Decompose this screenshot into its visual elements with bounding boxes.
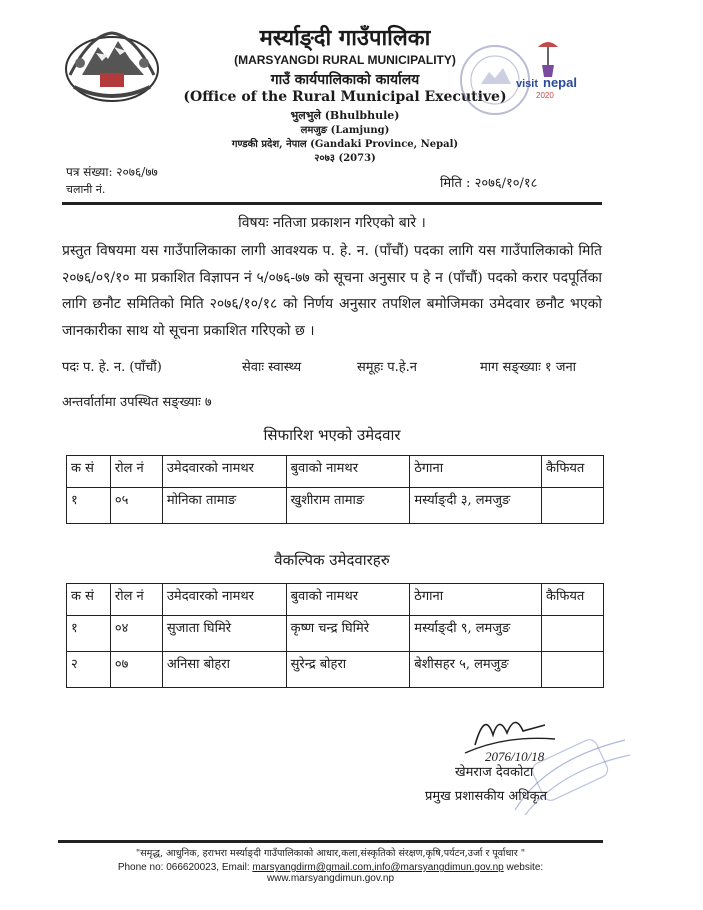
header-divider xyxy=(62,202,602,205)
table-header-row xyxy=(67,584,604,616)
col-header: ठेगाना xyxy=(410,584,542,616)
footer-phone: Phone no: 066620023, Email: xyxy=(117,862,253,873)
cell-remarks xyxy=(542,488,604,524)
col-header: क सं xyxy=(67,584,111,616)
footer-divider xyxy=(58,840,603,843)
cell-remarks xyxy=(542,652,604,688)
recommended-table xyxy=(66,455,604,524)
recommended-title: सिफारिश भएको उमेदवार xyxy=(263,426,401,444)
group-name: समूहः प.हे.न xyxy=(357,360,417,375)
table-header-row xyxy=(67,456,604,488)
dispatch-number: चलानी नं. xyxy=(66,183,106,196)
subject-line: विषयः नतिजा प्रकाशन गरिएको बारे । xyxy=(238,215,426,231)
signatory-designation: प्रमुख प्रशासकीय अधिकृत xyxy=(425,789,548,804)
cell-father: खुशीराम तामाङ xyxy=(286,488,410,524)
cell-candidate: अनिसा बोहरा xyxy=(162,652,286,688)
cell-serial: १ xyxy=(67,616,111,652)
office-name: गाउँ कार्यपालिकाको कार्यालय xyxy=(270,72,420,88)
letter-date: मिति : २०७६/१०/१८ xyxy=(440,176,538,191)
nepal-emblem-logo xyxy=(60,25,165,105)
col-header: कैफियत xyxy=(542,456,604,488)
alternates-table xyxy=(66,583,604,688)
cell-roll: ०५ xyxy=(110,488,162,524)
alternates-title: वैकल्पिक उमेदवारहरु xyxy=(274,551,390,569)
cell-address: बेशीसहर ५, लमजुङ xyxy=(410,652,542,688)
table-row xyxy=(67,616,604,652)
svg-text:2076/10/18: 2076/10/18 xyxy=(485,749,545,764)
established-year: २०७३ (2073) xyxy=(314,153,376,164)
cell-address: मर्स्याङ्दी ३, लमजुङ xyxy=(410,488,542,524)
handwritten-signature xyxy=(455,705,575,765)
notice-body: प्रस्तुत विषयमा यस गाउँपालिकाका लागी आवश्यक प. हे. न. (पाँचौं) पदका लागि यस गाउँपालिकाको मिति २०७६/०९/१० मा प्रकाशित विज्ञापन नं ५/०७६-७७ को सूचना अनुसार प हे न (पाँचौं) पदको करार पदपूर्तिका लागि छनौट समितिको मिति २०७६/१०/१८ को निर्णय अनुसार तपशिल बमोजिमका उमेदवार छनौट भएको जानकारीका साथ यो सूचना प्रकाशित गरिएको छ । xyxy=(62,243,602,339)
office-province: गण्डकी प्रदेश, नेपाल (Gandaki Province, Nepal) xyxy=(231,139,459,150)
svg-text:nepal: nepal xyxy=(543,75,577,90)
office-place: भुलभुले (Bhulbhule) xyxy=(290,109,400,122)
col-header: बुवाको नामथर xyxy=(286,584,410,616)
cell-serial: २ xyxy=(67,652,111,688)
demand-count: माग सङ्ख्याः १ जना xyxy=(480,360,577,375)
post-title: पदः प. हे. न. (पाँचौं) xyxy=(62,360,162,375)
col-header: क सं xyxy=(67,456,111,488)
footer-motto: "समृद्ध, आधुनिक, हराभरा मर्स्याङ्दी गाउँपालिकाको आधार,कला,संस्कृतिको संरक्षण,कृषि,पर्यटन,उर्जा र पूर्वाधार " xyxy=(135,848,526,859)
table-row xyxy=(67,652,604,688)
cell-roll: ०४ xyxy=(110,616,162,652)
col-header: ठेगाना xyxy=(410,456,542,488)
svg-text:visit: visit xyxy=(516,78,539,90)
footer-website: website: www.marsyangdimun.gov.np xyxy=(266,862,544,884)
cell-father: कृष्ण चन्द्र घिमिरे xyxy=(286,616,410,652)
office-name-en: (Office of the Rural Municipal Executive) xyxy=(183,89,507,105)
footer-contact xyxy=(58,862,603,884)
office-district: लमजुङ (Lamjung) xyxy=(300,125,390,136)
col-header: उमेदवारको नामथर xyxy=(162,584,286,616)
table-row xyxy=(67,488,604,524)
svg-text:2020: 2020 xyxy=(536,91,554,100)
cell-candidate: सुजाता घिमिरे xyxy=(162,616,286,652)
present-count: अन्तर्वार्तामा उपस्थित सङ्ख्याः ७ xyxy=(62,395,212,410)
municipality-name: मर्स्याङ्दी गाउँपालिका xyxy=(259,25,431,51)
cell-remarks xyxy=(542,616,604,652)
cell-address: मर्स्याङ्दी ९, लमजुङ xyxy=(410,616,542,652)
cell-roll: ०७ xyxy=(110,652,162,688)
col-header: रोल नं xyxy=(110,456,162,488)
post-info-line xyxy=(62,357,602,377)
service-name: सेवाः स्वास्थ्य xyxy=(242,360,302,375)
col-header: कैफियत xyxy=(542,584,604,616)
municipality-name-en: (MARSYANGDI RURAL MUNICIPALITY) xyxy=(234,53,456,67)
col-header: रोल नं xyxy=(110,584,162,616)
visit-nepal-logo xyxy=(510,35,590,105)
cell-candidate: मोनिका तामाङ xyxy=(162,488,286,524)
footer-email-link[interactable]: marsyangdirm@gmail.com,info@marsyangdimun.gov.np xyxy=(252,862,504,873)
cell-serial: १ xyxy=(67,488,111,524)
signatory-name: खेमराज देवकोटा xyxy=(455,765,534,780)
col-header: उमेदवारको नामथर xyxy=(162,456,286,488)
col-header: बुवाको नामथर xyxy=(286,456,410,488)
letter-number: पत्र संख्या: २०७६/७७ xyxy=(66,165,158,179)
cell-father: सुरेन्द्र बोहरा xyxy=(286,652,410,688)
